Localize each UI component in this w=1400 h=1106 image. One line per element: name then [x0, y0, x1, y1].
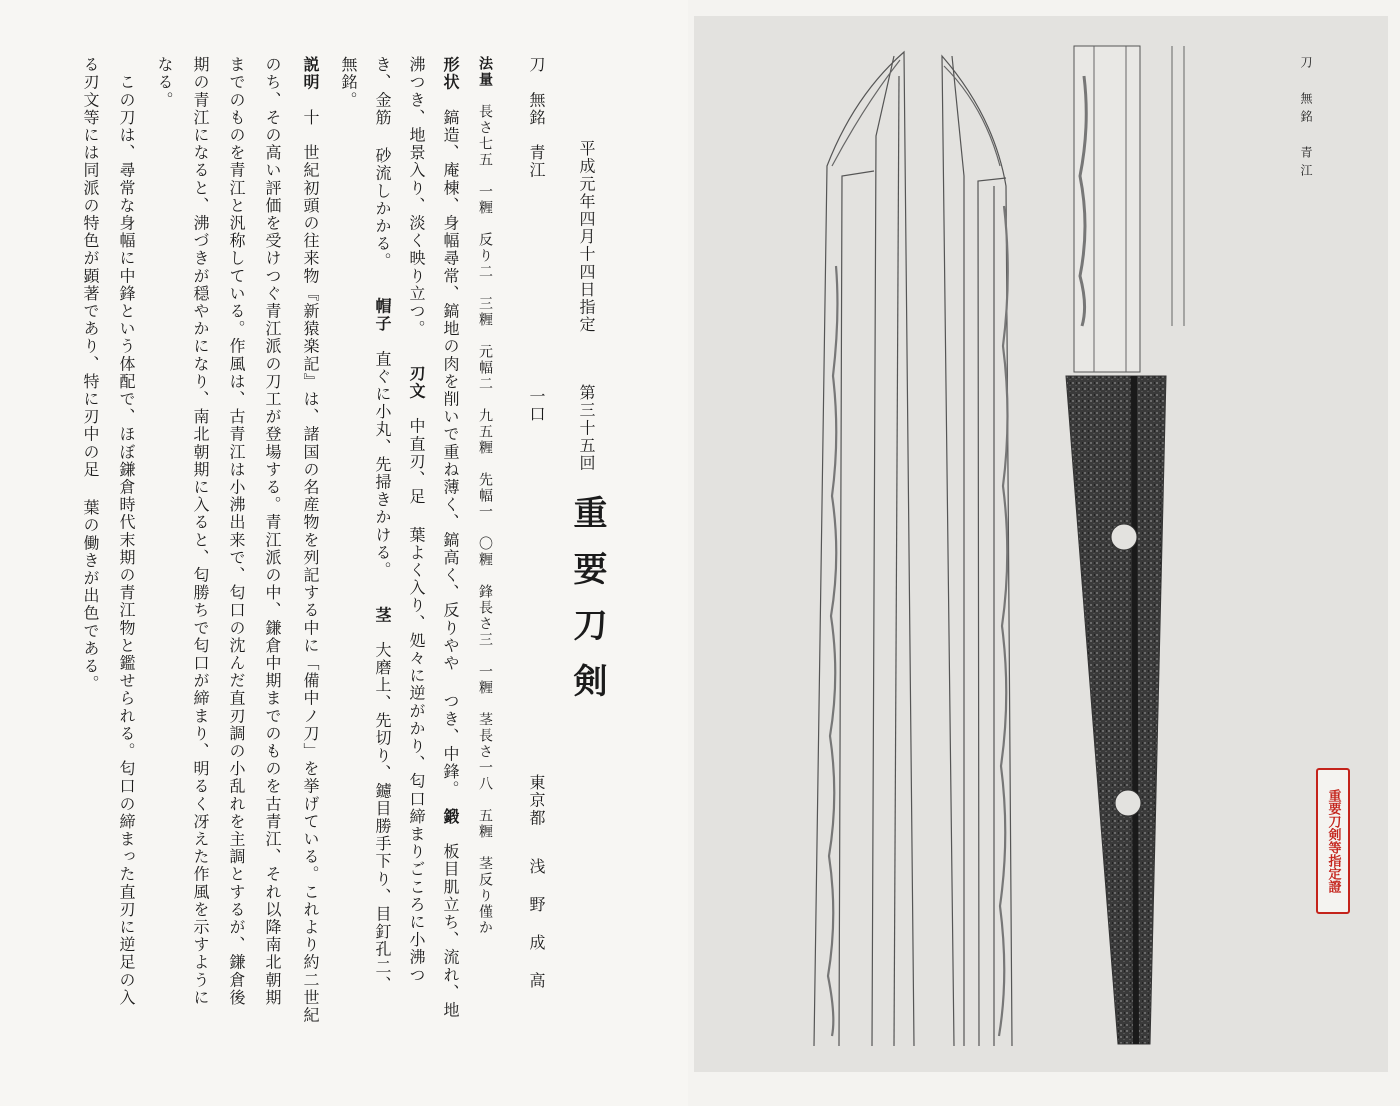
designation-date: 平成元年四月十四日指定	[577, 140, 596, 334]
nakago-continued: 無銘。	[339, 56, 358, 109]
keijo-section	[442, 56, 458, 1019]
setsumei-line-4: 期の青江になると、沸づきが穏やかになり、南北朝期に入ると、匂勝ちで匂口が締まり、明るく冴えた作風を示すように	[191, 56, 210, 1007]
hamon-section	[408, 56, 424, 984]
setsumei-line-2: のち、その高い評価を受けつぐ青江派の刀工が登場する。青江派の中、鎌倉中期までのものを古青江、それ以降南北朝期	[263, 56, 282, 1007]
kitae-continued: 沸つき、地景入り、淡く映り立つ。	[407, 56, 426, 330]
boshi-label: 帽子	[373, 297, 392, 333]
owner-name: 浅野成高	[527, 858, 546, 1010]
owner-location: 東京都	[527, 774, 546, 827]
nakago-label: 茎	[373, 606, 392, 624]
hamon-continued: き、金筋 砂流しかかる。	[373, 56, 392, 263]
hamon-text: 中直刃、足 葉よく入り、処々に逆がかり、匂口締まりごころに小沸つ	[407, 417, 426, 984]
setsumei-line-7: る刃文等には同派の特色が顕著であり、特に刃中の足 葉の働きが出色である。	[81, 56, 100, 693]
sword-oshigata-image	[694, 16, 1388, 1072]
setsumei-line-1: 説明 十 世紀初頭の往来物『新猿楽記』は、諸国の名産物を列記する中に「備中ノ刀」を挙げている。これより約二世紀	[301, 56, 320, 1025]
certification-seal	[1316, 768, 1350, 914]
setsumei-line-6: この刀は、尋常な身幅に中鋒という体配で、ほぼ鎌倉時代末期の青江物と鑑せられる。匂口の締まった直刃に逆足の入	[117, 56, 136, 1007]
item-name: 刀 無銘 青江	[527, 56, 546, 180]
page-title: 重要刀剣	[567, 495, 607, 719]
hoyo-text: 長さ七五 一糎 反り二 三糎 元幅二 九五糎 先幅一 〇糎 鋒長さ三 一糎 茎長さ一八 五糎 茎反り僅か	[477, 104, 493, 936]
item-count: 一口	[527, 388, 546, 424]
hamon-label: 刃文	[407, 364, 426, 401]
document-page-left	[0, 0, 688, 1106]
keijo-text: 鎬造、庵棟、身幅尋常、鎬地の肉を削いで重ね薄く、鎬高く、反りやや つき、中鋒。	[441, 108, 460, 791]
hoyo-label: 法量	[477, 56, 493, 88]
kitae-text: 板目肌立ち、流れ、地	[441, 843, 460, 1020]
kitae-label: 鍛	[441, 807, 460, 826]
setsumei-line-5: なる。	[155, 56, 174, 109]
photo-caption: 刀 無銘 青江	[1299, 56, 1313, 182]
keijo-label: 形状	[441, 56, 460, 92]
sword-drawing	[694, 16, 1388, 1072]
boshi-text: 直ぐに小丸、先掃きかける。	[373, 350, 392, 572]
seal-text: 重要刀剣等指定證	[1325, 789, 1341, 893]
setsumei-line-3: までのものを青江と汎称している。作風は、古青江は小沸出来で、匂口の沈んだ直刃調の小乱れを主調とするが、鎌倉後	[227, 56, 246, 1007]
session-number: 第三十五回	[577, 384, 596, 472]
hoyo-section	[478, 56, 492, 936]
setsumei-label: 説明	[301, 56, 320, 92]
nakago-text: 大磨上、先切り、鑢目勝手下り、目釘孔二、	[373, 641, 392, 994]
boshi-section	[374, 56, 390, 993]
